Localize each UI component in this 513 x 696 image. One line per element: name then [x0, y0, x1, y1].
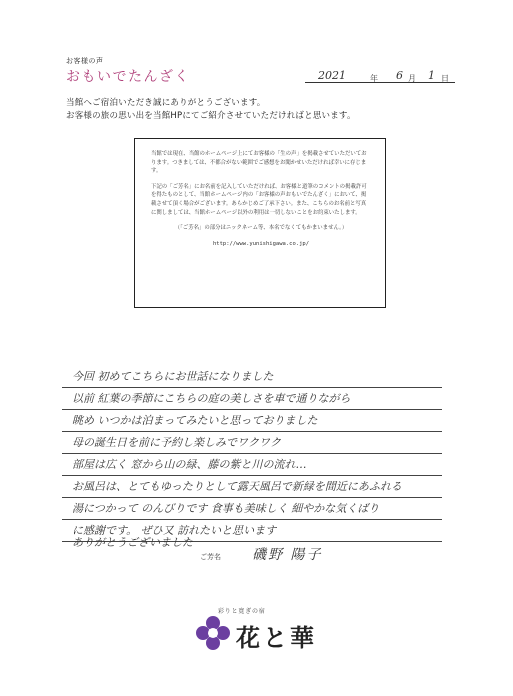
message-text: 眺め いつかは泊まってみたいと思っておりました [72, 414, 318, 427]
notice-paragraph-2: 下記の「ご芳名」にお名前を記入していただければ、お客様と道筆のコメントの掲載許可を得たものとして、当館ホームページ内の「お客様の声おもいでたんざく」において、掲載させて頂く場合がございます。あらかじめご了承下さい。また、こちらのお名前と写真に関しましては、当館ホームページ以外の利用は一切しないことをお約束いたします。 [151, 183, 367, 216]
message-text: 部屋は広く 窓から山の緑、藤の紫と川の流れ… [72, 458, 307, 471]
message-text: お風呂は、とてもゆったりとして露天風呂で新緑を間近にあふれる [72, 480, 402, 493]
message-closing: ありがとうございました [72, 536, 193, 549]
header-label: お客様の声 [66, 57, 104, 65]
signature-row [200, 544, 323, 564]
message-line [62, 454, 442, 476]
notice-note: （「ご芳名」の部分はニックネーム等、本名でなくてもかまいません。） [174, 225, 348, 232]
message-text: 母の誕生日を前に予約し楽しみでワクワク [72, 436, 281, 449]
signature-name: 磯野 陽子 [252, 547, 323, 563]
intro-line-2: お客様の旅の思い出を当館HPにてご紹介させていただければと思います。 [66, 111, 356, 121]
logo-name: 花と華 [236, 623, 317, 652]
message-line [62, 410, 442, 432]
notice-box [134, 138, 386, 308]
message-area [62, 366, 442, 542]
date-year: 2021 [318, 69, 346, 82]
message-text: 以前 紅葉の季節にこちらの庭の美しさを車で通りながら [72, 392, 351, 405]
notice-paragraph-1: 当館では現在、当館のホームページ上にてお客様の「生の声」を掲載させていただいております。つきましては、不都合がない範囲でご感想をお聞かせいただければ幸いに存じます。 [151, 151, 367, 175]
message-line [62, 476, 442, 498]
message-line [62, 366, 442, 388]
message-line [62, 432, 442, 454]
message-line [62, 498, 442, 520]
message-text: 今回 初めてこちらにお世話になりました [72, 370, 274, 383]
page-title: おもいでたんざく [66, 69, 190, 85]
date-month-unit: 月 [408, 74, 416, 83]
logo-tagline: 彩りと寛ぎの宿 [218, 608, 266, 615]
hotel-logo [196, 606, 336, 666]
flower-icon [196, 616, 230, 650]
date-day: 1 [428, 69, 435, 82]
date-underline [305, 82, 455, 83]
intro-line-1: 当館へご宿泊いただき誠にありがとうございます。 [66, 98, 266, 108]
message-text: 湯につかって のんびりです 食事も美味しく 細やかな気くばり [72, 502, 380, 515]
message-line [62, 388, 442, 410]
signature-label: ご芳名 [200, 553, 221, 561]
website-url: http://www.yunishigawa.co.jp/ [212, 240, 310, 247]
date-month: 6 [396, 69, 403, 82]
date-year-unit: 年 [370, 74, 378, 83]
date-day-unit: 日 [441, 74, 449, 83]
message-text: に感謝です。 ぜひ又 訪れたいと思います [72, 524, 277, 537]
